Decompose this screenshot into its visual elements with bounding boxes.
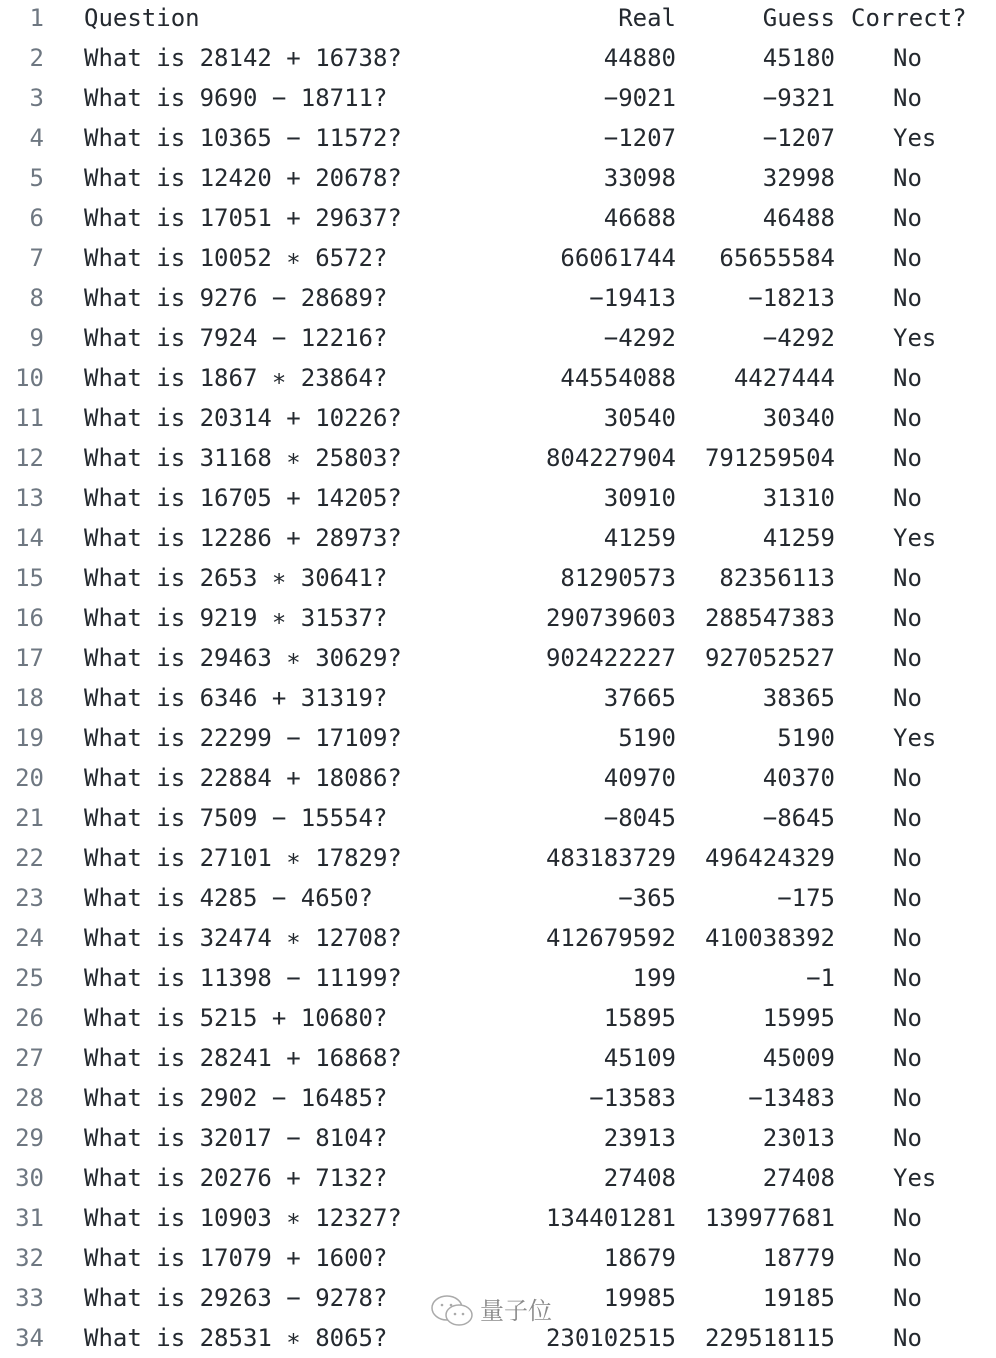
- correct-cell: No: [893, 844, 922, 872]
- watermark-text: 量子位: [480, 1297, 552, 1325]
- question-cell: What is 5215 + 10680?: [84, 1004, 388, 1032]
- correct-cell: No: [893, 884, 922, 912]
- real-cell: 804227904: [545, 444, 676, 472]
- table-row: [0, 678, 996, 718]
- guess-cell: 23013: [762, 1124, 835, 1152]
- guess-header: Guess: [762, 4, 835, 32]
- guess-cell: 496424329: [704, 844, 835, 872]
- correct-cell: No: [893, 364, 922, 392]
- guess-cell: 45180: [762, 44, 835, 72]
- line-number: 22: [15, 844, 44, 872]
- question-cell: What is 20276 + 7132?: [84, 1164, 388, 1192]
- real-cell: 290739603: [545, 604, 676, 632]
- table-row: [0, 638, 996, 678]
- question-cell: What is 9690 − 18711?: [84, 84, 388, 112]
- correct-cell: No: [893, 404, 922, 432]
- guess-cell: 27408: [762, 1164, 835, 1192]
- real-cell: −13583: [589, 1084, 676, 1112]
- table-row: [0, 798, 996, 838]
- line-number: 33: [15, 1284, 44, 1312]
- correct-cell: Yes: [893, 324, 937, 352]
- correct-cell: No: [893, 244, 922, 272]
- guess-cell: 32998: [762, 164, 835, 192]
- real-cell: 46688: [603, 204, 676, 232]
- question-cell: What is 29263 − 9278?: [84, 1284, 388, 1312]
- correct-cell: No: [893, 684, 922, 712]
- question-cell: What is 28531 ∗ 8065?: [84, 1324, 388, 1352]
- correct-cell: No: [893, 604, 922, 632]
- correct-cell: No: [893, 564, 922, 592]
- correct-cell: No: [893, 1284, 922, 1312]
- table-row: [0, 1118, 996, 1158]
- correct-cell: No: [893, 644, 922, 672]
- guess-cell: 4427444: [733, 364, 835, 392]
- table-row: [0, 78, 996, 118]
- guess-cell: 45009: [762, 1044, 835, 1072]
- correct-cell: No: [893, 1044, 922, 1072]
- guess-cell: 65655584: [719, 244, 835, 272]
- table-row: [0, 1038, 996, 1078]
- table-row: [0, 838, 996, 878]
- real-cell: 18679: [603, 1244, 676, 1272]
- guess-cell: 927052527: [704, 644, 835, 672]
- line-number: 9: [29, 324, 44, 352]
- line-number: 32: [15, 1244, 44, 1272]
- correct-cell: No: [893, 964, 922, 992]
- question-cell: What is 28241 + 16868?: [84, 1044, 402, 1072]
- question-header: Question: [84, 4, 200, 32]
- question-cell: What is 9219 ∗ 31537?: [84, 604, 388, 632]
- real-cell: 30910: [603, 484, 676, 512]
- correct-cell: No: [893, 44, 922, 72]
- guess-cell: 288547383: [704, 604, 835, 632]
- guess-cell: 139977681: [704, 1204, 835, 1232]
- table-row: [0, 998, 996, 1038]
- question-cell: What is 7924 − 12216?: [84, 324, 388, 352]
- guess-cell: 410038392: [704, 924, 835, 952]
- correct-cell: No: [893, 204, 922, 232]
- real-cell: 15895: [603, 1004, 676, 1032]
- question-cell: What is 7509 − 15554?: [84, 804, 388, 832]
- line-number: 18: [15, 684, 44, 712]
- question-cell: What is 2902 − 16485?: [84, 1084, 388, 1112]
- question-cell: What is 31168 ∗ 25803?: [84, 444, 402, 472]
- correct-cell: Yes: [893, 524, 937, 552]
- real-cell: −8045: [603, 804, 676, 832]
- table-row: [0, 278, 996, 318]
- table-row: [0, 598, 996, 638]
- question-cell: What is 6346 + 31319?: [84, 684, 388, 712]
- correct-cell: Yes: [893, 1164, 937, 1192]
- line-number: 27: [15, 1044, 44, 1072]
- line-number: 2: [29, 44, 44, 72]
- line-number: 26: [15, 1004, 44, 1032]
- table-row: [0, 518, 996, 558]
- correct-cell: Yes: [893, 724, 937, 752]
- real-cell: −19413: [589, 284, 676, 312]
- real-cell: 483183729: [545, 844, 676, 872]
- line-number: 34: [15, 1324, 44, 1352]
- line-number: 16: [15, 604, 44, 632]
- line-number: 11: [15, 404, 44, 432]
- line-number: 23: [15, 884, 44, 912]
- correct-cell: No: [893, 84, 922, 112]
- question-cell: What is 17079 + 1600?: [84, 1244, 388, 1272]
- guess-cell: 82356113: [719, 564, 835, 592]
- real-cell: 33098: [603, 164, 676, 192]
- question-cell: What is 4285 − 4650?: [84, 884, 373, 912]
- correct-cell: No: [893, 1004, 922, 1032]
- line-number: 17: [15, 644, 44, 672]
- table-row: [0, 38, 996, 78]
- table-row: [0, 118, 996, 158]
- guess-cell: −9321: [762, 84, 835, 112]
- real-cell: 23913: [603, 1124, 676, 1152]
- line-number: 30: [15, 1164, 44, 1192]
- real-cell: 412679592: [545, 924, 676, 952]
- wechat-icon: [430, 1294, 476, 1328]
- correct-cell: Yes: [893, 124, 937, 152]
- header-row: [0, 0, 996, 38]
- guess-cell: −18213: [748, 284, 835, 312]
- table-row: [0, 358, 996, 398]
- table-row: [0, 918, 996, 958]
- guess-cell: 41259: [762, 524, 835, 552]
- real-cell: 134401281: [545, 1204, 676, 1232]
- line-number: 25: [15, 964, 44, 992]
- correct-cell: No: [893, 804, 922, 832]
- guess-cell: −1: [806, 964, 835, 992]
- question-cell: What is 10365 − 11572?: [84, 124, 402, 152]
- line-number: 8: [29, 284, 44, 312]
- line-number: 3: [29, 84, 44, 112]
- real-cell: −4292: [603, 324, 676, 352]
- real-cell: 44880: [603, 44, 676, 72]
- guess-cell: −175: [777, 884, 835, 912]
- line-number: 28: [15, 1084, 44, 1112]
- watermark: [430, 1294, 552, 1328]
- real-cell: 5190: [618, 724, 676, 752]
- line-number: 14: [15, 524, 44, 552]
- table-row: [0, 1078, 996, 1118]
- table-row: [0, 238, 996, 278]
- correct-cell: No: [893, 444, 922, 472]
- real-cell: −1207: [603, 124, 676, 152]
- correct-header: Correct?: [851, 4, 967, 32]
- line-number: 13: [15, 484, 44, 512]
- real-cell: 199: [632, 964, 676, 992]
- line-number: 19: [15, 724, 44, 752]
- real-cell: −365: [618, 884, 676, 912]
- table-row: [0, 878, 996, 918]
- question-cell: What is 11398 − 11199?: [84, 964, 402, 992]
- guess-cell: −4292: [762, 324, 835, 352]
- line-number: 10: [15, 364, 44, 392]
- question-cell: What is 10903 ∗ 12327?: [84, 1204, 402, 1232]
- question-cell: What is 32474 ∗ 12708?: [84, 924, 402, 952]
- question-cell: What is 20314 + 10226?: [84, 404, 402, 432]
- table-row: [0, 558, 996, 598]
- question-cell: What is 29463 ∗ 30629?: [84, 644, 402, 672]
- real-cell: 45109: [603, 1044, 676, 1072]
- line-number: 21: [15, 804, 44, 832]
- real-cell: 81290573: [560, 564, 676, 592]
- real-cell: 44554088: [560, 364, 676, 392]
- question-cell: What is 12420 + 20678?: [84, 164, 402, 192]
- guess-cell: 791259504: [704, 444, 835, 472]
- line-number: 5: [29, 164, 44, 192]
- guess-cell: 15995: [762, 1004, 835, 1032]
- correct-cell: No: [893, 1084, 922, 1112]
- line-number: 12: [15, 444, 44, 472]
- table-row: [0, 478, 996, 518]
- correct-cell: No: [893, 284, 922, 312]
- table-row: [0, 318, 996, 358]
- correct-cell: No: [893, 484, 922, 512]
- line-number: 24: [15, 924, 44, 952]
- guess-cell: −13483: [748, 1084, 835, 1112]
- line-number: 4: [29, 124, 44, 152]
- table-row: [0, 398, 996, 438]
- question-cell: What is 12286 + 28973?: [84, 524, 402, 552]
- question-cell: What is 32017 − 8104?: [84, 1124, 388, 1152]
- correct-cell: No: [893, 164, 922, 192]
- correct-cell: No: [893, 1244, 922, 1272]
- real-cell: 230102515: [545, 1324, 676, 1352]
- real-cell: 41259: [603, 524, 676, 552]
- guess-cell: 38365: [762, 684, 835, 712]
- correct-cell: No: [893, 1324, 922, 1352]
- real-header: Real: [618, 4, 676, 32]
- guess-cell: 229518115: [704, 1324, 835, 1352]
- table-row: [0, 1238, 996, 1278]
- table-row: [0, 718, 996, 758]
- table-row: [0, 158, 996, 198]
- table-row: [0, 758, 996, 798]
- question-cell: What is 28142 + 16738?: [84, 44, 402, 72]
- question-cell: What is 16705 + 14205?: [84, 484, 402, 512]
- guess-cell: 19185: [762, 1284, 835, 1312]
- guess-cell: 5190: [777, 724, 835, 752]
- line-number: 20: [15, 764, 44, 792]
- guess-cell: 18779: [762, 1244, 835, 1272]
- line-number: 15: [15, 564, 44, 592]
- guess-cell: 46488: [762, 204, 835, 232]
- real-cell: 19985: [603, 1284, 676, 1312]
- question-cell: What is 9276 − 28689?: [84, 284, 388, 312]
- table-row: [0, 1198, 996, 1238]
- guess-cell: −8645: [762, 804, 835, 832]
- table-row: [0, 198, 996, 238]
- question-cell: What is 1867 ∗ 23864?: [84, 364, 388, 392]
- real-cell: 66061744: [560, 244, 676, 272]
- question-cell: What is 10052 ∗ 6572?: [84, 244, 388, 272]
- guess-cell: 30340: [762, 404, 835, 432]
- real-cell: 27408: [603, 1164, 676, 1192]
- question-cell: What is 22884 + 18086?: [84, 764, 402, 792]
- line-number: 6: [29, 204, 44, 232]
- guess-cell: 40370: [762, 764, 835, 792]
- question-cell: What is 27101 ∗ 17829?: [84, 844, 402, 872]
- table-row: [0, 438, 996, 478]
- guess-cell: 31310: [762, 484, 835, 512]
- real-cell: 37665: [603, 684, 676, 712]
- line-number: 1: [29, 4, 44, 32]
- real-cell: 30540: [603, 404, 676, 432]
- real-cell: 902422227: [545, 644, 676, 672]
- table-row: [0, 958, 996, 998]
- table-row: [0, 1158, 996, 1198]
- real-cell: −9021: [603, 84, 676, 112]
- question-cell: What is 17051 + 29637?: [84, 204, 402, 232]
- correct-cell: No: [893, 764, 922, 792]
- line-number: 31: [15, 1204, 44, 1232]
- guess-cell: −1207: [762, 124, 835, 152]
- line-number: 29: [15, 1124, 44, 1152]
- real-cell: 40970: [603, 764, 676, 792]
- correct-cell: No: [893, 1204, 922, 1232]
- line-number: 7: [29, 244, 44, 272]
- question-cell: What is 22299 − 17109?: [84, 724, 402, 752]
- correct-cell: No: [893, 1124, 922, 1152]
- correct-cell: No: [893, 924, 922, 952]
- question-cell: What is 2653 ∗ 30641?: [84, 564, 388, 592]
